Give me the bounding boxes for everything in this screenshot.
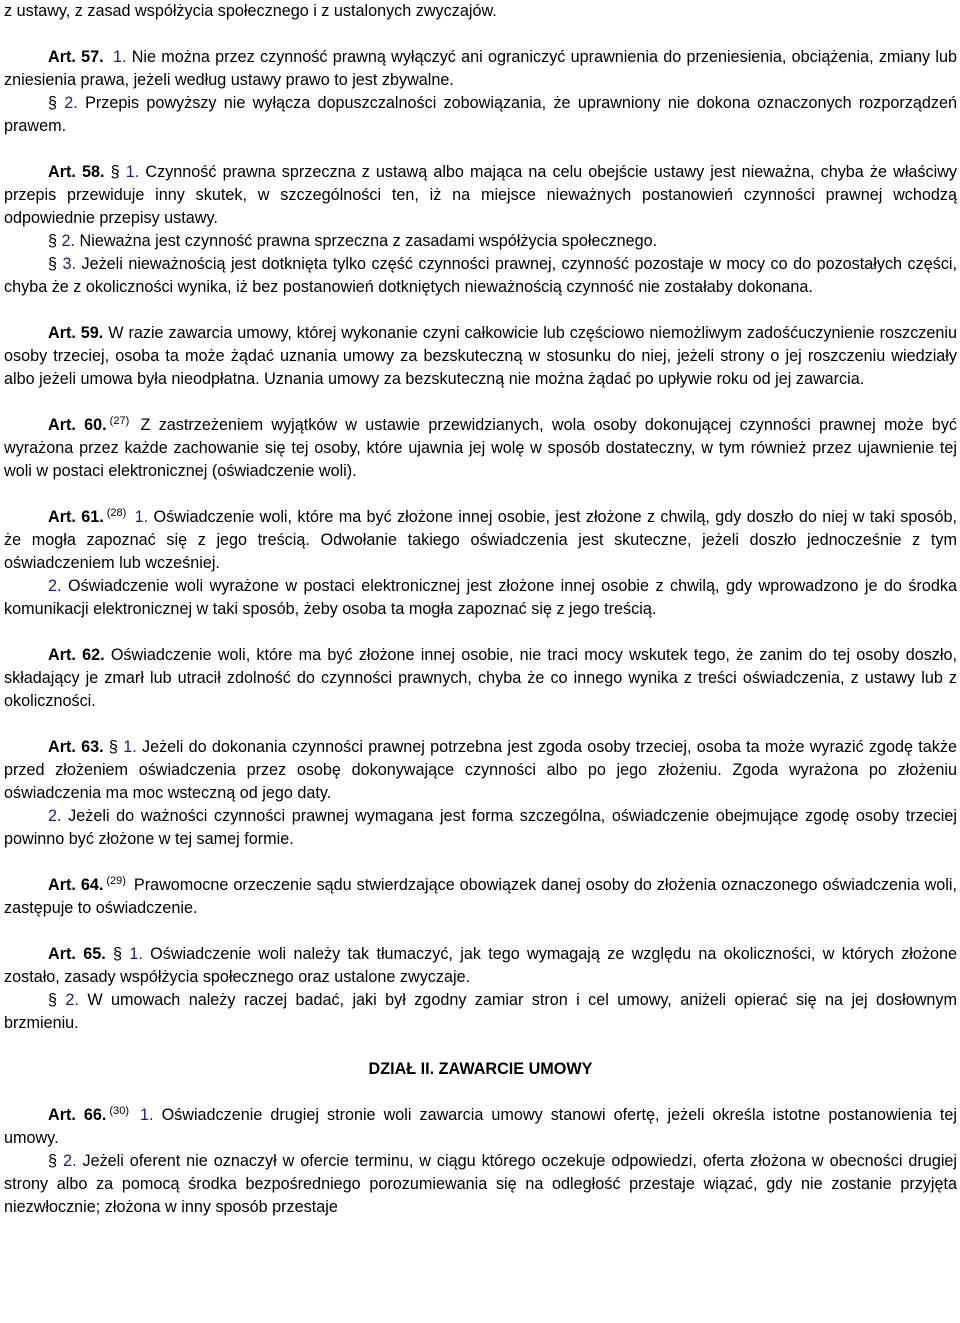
article-66-paragraph-2: [4, 1150, 957, 1219]
section-sign: §: [48, 94, 58, 112]
paragraph-number: 1.: [140, 1106, 154, 1124]
article-58-paragraph-2: [4, 230, 957, 253]
paragraph-text: Oświadczenie drugiej stronie woli zawarcia umowy stanowi ofertę, jeżeli określa istotne postanowienia tej umowy.: [4, 1106, 957, 1147]
paragraph-text: Nieważna jest czynność prawna sprzeczna z zasadami współżycia społecznego.: [79, 232, 658, 250]
paragraph-text: W umowach należy raczej badać, jaki był zgodny zamiar stron i cel umowy, aniżeli opierać się na jej dosłownym brzmieniu.: [4, 991, 958, 1032]
paragraph-number: 2.: [61, 232, 76, 250]
paragraph-number: 2.: [64, 94, 78, 112]
document-page: [4, 0, 957, 1219]
footnote-marker: (30): [109, 1105, 129, 1117]
article-62-text: [4, 644, 957, 713]
article-58: [4, 161, 957, 299]
article-57-paragraph-2: [4, 92, 957, 138]
article-62: [4, 644, 957, 713]
article-label: Art. 62.: [48, 646, 105, 664]
footnote-marker: (28): [106, 507, 127, 519]
paragraph-number: 3.: [62, 255, 76, 273]
article-label: Art. 64.: [48, 876, 104, 894]
article-label: Art. 61.: [48, 508, 104, 526]
section-sign: §: [110, 163, 120, 181]
article-label: Art. 65.: [48, 945, 106, 963]
article-61-paragraph-1: [4, 506, 957, 575]
paragraph-text: Oświadczenie woli wyrażone w postaci elektronicznej jest złożone innej osobie z chwilą, gdy wprowadzono je do środka komunikacji elektronicznej w taki sposób, żeby osoba ta mogła zapoznać się z jego treścią.: [4, 577, 957, 618]
article-label: Art. 63.: [48, 738, 104, 756]
article-58-paragraph-3: [4, 253, 957, 299]
section-sign: §: [108, 738, 118, 756]
paragraph-number: 1.: [129, 945, 143, 963]
section-sign: §: [48, 991, 58, 1009]
section-sign: §: [113, 945, 123, 963]
paragraph-text: W razie zawarcia umowy, której wykonanie czyni całkowicie lub częściowo niemożliwym zadośćuczynienie roszczeniu osoby trzeciej, osoba ta może żądać uznania umowy za bezskuteczną w stosunku do niej, jeżeli strony o jej roszczeniu wiedziały albo jeżeli umowa była nieodpłatna. Uznania umowy za bezskuteczną nie można żądać po upływie roku od jej zawarcia.: [4, 324, 957, 388]
paragraph-text: Jeżeli do ważności czynności prawnej wymagana jest forma szczególna, oświadczenie obejmujące zgodę osoby trzeciej powinno być złożone w tej samej formie.: [4, 807, 957, 848]
article-65-paragraph-1: [4, 943, 957, 989]
article-64: [4, 874, 957, 920]
section-sign: §: [48, 255, 58, 273]
article-61-paragraph-2: [4, 575, 957, 621]
paragraph-number: 1.: [112, 48, 127, 66]
footnote-marker: (29): [106, 875, 126, 887]
paragraph-text: Oświadczenie woli należy tak tłumaczyć, jak tego wymagają ze względu na okoliczności, w których złożone zostało, zasady współżycia społecznego oraz ustalone zwyczaje.: [4, 945, 957, 986]
paragraph-text: Przepis powyższy nie wyłącza dopuszczalności zobowiązania, że uprawniony nie dokona oznaczonych rozporządzeń prawem.: [4, 94, 957, 135]
paragraph-text: Jeżeli oferent nie oznaczył w ofercie terminu, w ciągu którego oczekuje odpowiedzi, oferta złożona w obecności drugiej strony albo za pomocą środka bezpośredniego porozumiewania się na odległość przestaje wiązać, gdy nie zostanie przyjęta niezwłocznie; złożona w inny sposób przestaje: [4, 1152, 958, 1216]
article-label: Art. 66.: [48, 1106, 107, 1124]
section-sign: §: [48, 1152, 58, 1170]
paragraph-number: 1.: [134, 508, 149, 526]
article-57-paragraph-1: [4, 46, 957, 92]
article-58-paragraph-1: [4, 161, 957, 230]
continuation-line: z ustawy, z zasad współżycia społecznego i z ustalonych zwyczajów.: [4, 2, 497, 20]
article-57: [4, 46, 957, 138]
section-sign: §: [48, 232, 58, 250]
paragraph-number: 2.: [62, 1152, 77, 1170]
section-heading: DZIAŁ II. ZAWARCIE UMOWY: [368, 1060, 593, 1078]
article-65: [4, 943, 957, 1035]
paragraph-text: Jeżeli do dokonania czynności prawnej potrzebna jest zgoda osoby trzeciej, osoba ta może wyrazić zgodę także przed złożeniem oświadczenia przez osobę dokonywające czynności albo po jego złożeniu. Zgoda wyrażona po złożeniu oświadczenia ma moc wsteczną od jego daty.: [4, 738, 957, 802]
article-66: [4, 1104, 957, 1219]
article-63-paragraph-2: [4, 805, 957, 851]
paragraph-number: 2.: [65, 991, 79, 1009]
article-60-text: [4, 414, 957, 483]
article-label: Art. 57.: [48, 48, 104, 66]
article-61: [4, 506, 957, 621]
article-65-paragraph-2: [4, 989, 957, 1035]
paragraph-text: Oświadczenie woli, które ma być złożone innej osobie, nie traci mocy wskutek tego, że zanim do tej osoby doszło, składający je zmarł lub utracił zdolność do czynności prawnych, chyba że co innego wynika z treści oświadczenia, z ustawy lub z okoliczności.: [4, 646, 957, 710]
article-59-text: [4, 322, 957, 391]
article-66-paragraph-1: [4, 1104, 957, 1150]
paragraph-text: Z zastrzeżeniem wyjątków w ustawie przewidzianych, wola osoby dokonującej czynności prawnej może być wyrażona przez każde zachowanie się tej osoby, które ujawnia jej wolę w sposób dostateczny, w tym również przez ujawnienie tej woli w postaci elektronicznej (oświadczenie woli).: [4, 416, 958, 480]
article-63: [4, 736, 957, 851]
article-60: [4, 414, 957, 483]
article-59: [4, 322, 957, 391]
footnote-marker: (27): [109, 415, 130, 427]
article-label: Art. 60.: [48, 416, 107, 434]
article-label: Art. 59.: [48, 324, 104, 342]
paragraph-number: 1.: [123, 738, 137, 756]
paragraph-number: 2.: [48, 577, 62, 595]
paragraph-text: Oświadczenie woli, które ma być złożone innej osobie, jest złożone z chwilą, gdy doszło do niej w taki sposób, że mogła zapoznać się z jego treścią. Odwołanie takiego oświadczenia jest skuteczne, jeżeli doszło jednocześnie z tym oświadczeniem lub wcześniej.: [4, 508, 958, 572]
paragraph-text: Nie można przez czynność prawną wyłączyć ani ograniczyć uprawnienia do przeniesienia, obciążenia, zmiany lub zniesienia prawa, jeżeli według ustawy prawo to jest zbywalne.: [4, 48, 957, 89]
paragraph-text: Jeżeli nieważnością jest dotknięta tylko część czynności prawnej, czynność pozostaje w mocy co do pozostałych części, chyba że z okoliczności wynika, iż bez postanowień dotkniętych nieważnością czynność nie zostałaby dokonana.: [4, 255, 958, 296]
article-63-paragraph-1: [4, 736, 957, 805]
paragraph-number: 2.: [48, 807, 62, 825]
paragraph-number: 1.: [125, 163, 140, 181]
paragraph-text: Prawomocne orzeczenie sądu stwierdzające obowiązek danej osoby do złożenia oznaczonego oświadczenia woli, zastępuje to oświadczenie.: [4, 876, 957, 917]
article-label: Art. 58.: [48, 163, 105, 181]
paragraph-text: Czynność prawna sprzeczna z ustawą albo mająca na celu obejście ustawy jest nieważna, chyba że właściwy przepis przewiduje inny skutek, w szczególności ten, iż na miejsce nieważnych postanowień czynności prawnej wchodzą odpowiednie przepisy ustawy.: [4, 163, 957, 227]
article-64-text: [4, 874, 957, 920]
